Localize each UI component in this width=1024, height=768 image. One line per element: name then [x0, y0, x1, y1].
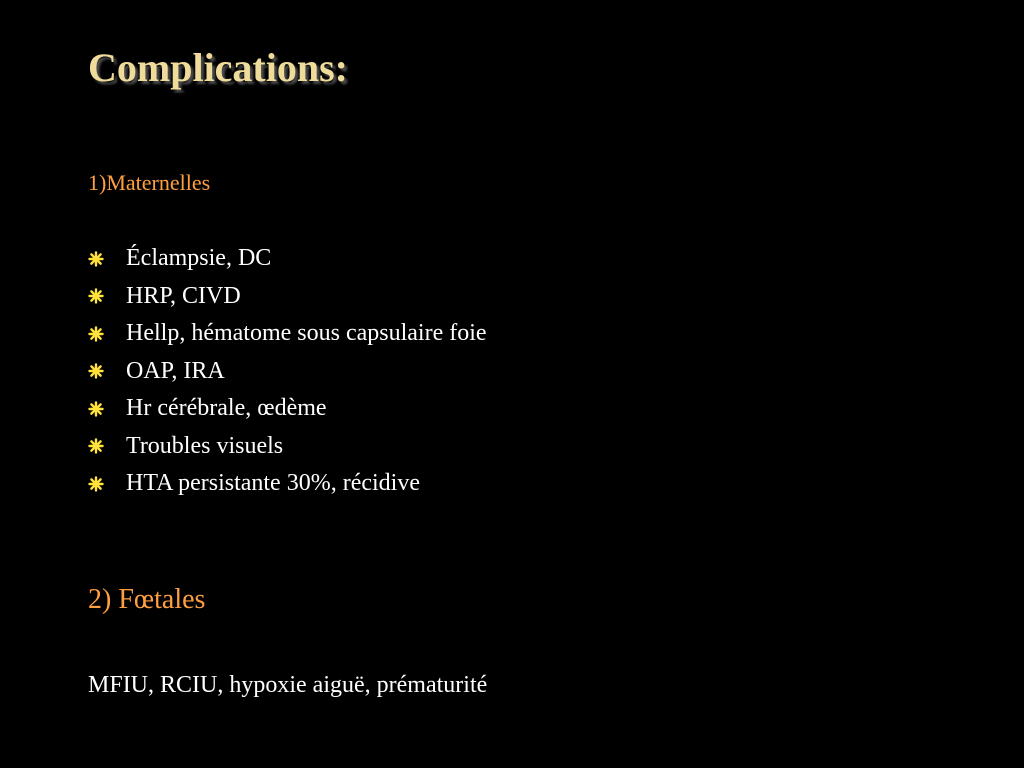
list-item	[88, 240, 487, 278]
list-item-text: Hellp, hématome sous capsulaire foie	[126, 320, 487, 347]
list-item	[88, 465, 487, 503]
asterisk-bullet-icon	[88, 288, 104, 304]
list-item-text: Hr cérébrale, œdème	[126, 395, 327, 422]
maternal-heading: 1)Maternelles	[88, 170, 211, 195]
list-item	[88, 428, 487, 466]
list-item-text: OAP, IRA	[126, 357, 225, 384]
asterisk-bullet-icon	[88, 438, 104, 454]
list-item	[88, 315, 487, 353]
slide-title: Complications:	[88, 45, 348, 90]
asterisk-bullet-icon	[88, 363, 104, 379]
maternal-complications-list	[88, 240, 487, 503]
asterisk-bullet-icon	[88, 251, 104, 267]
list-item-text: HRP, CIVD	[126, 282, 241, 309]
asterisk-bullet-icon	[88, 326, 104, 342]
asterisk-bullet-icon	[88, 401, 104, 417]
list-item-text: Troubles visuels	[126, 432, 284, 459]
fetal-heading: 2) Fœtales	[88, 584, 206, 615]
list-item-text: HTA persistante 30%, récidive	[126, 470, 420, 497]
asterisk-bullet-icon	[88, 476, 104, 492]
list-item-text: Éclampsie, DC	[126, 245, 272, 272]
list-item	[88, 390, 487, 428]
list-item	[88, 278, 487, 316]
fetal-complications-text: MFIU, RCIU, hypoxie aiguë, prématurité	[88, 672, 488, 698]
list-item	[88, 353, 487, 391]
